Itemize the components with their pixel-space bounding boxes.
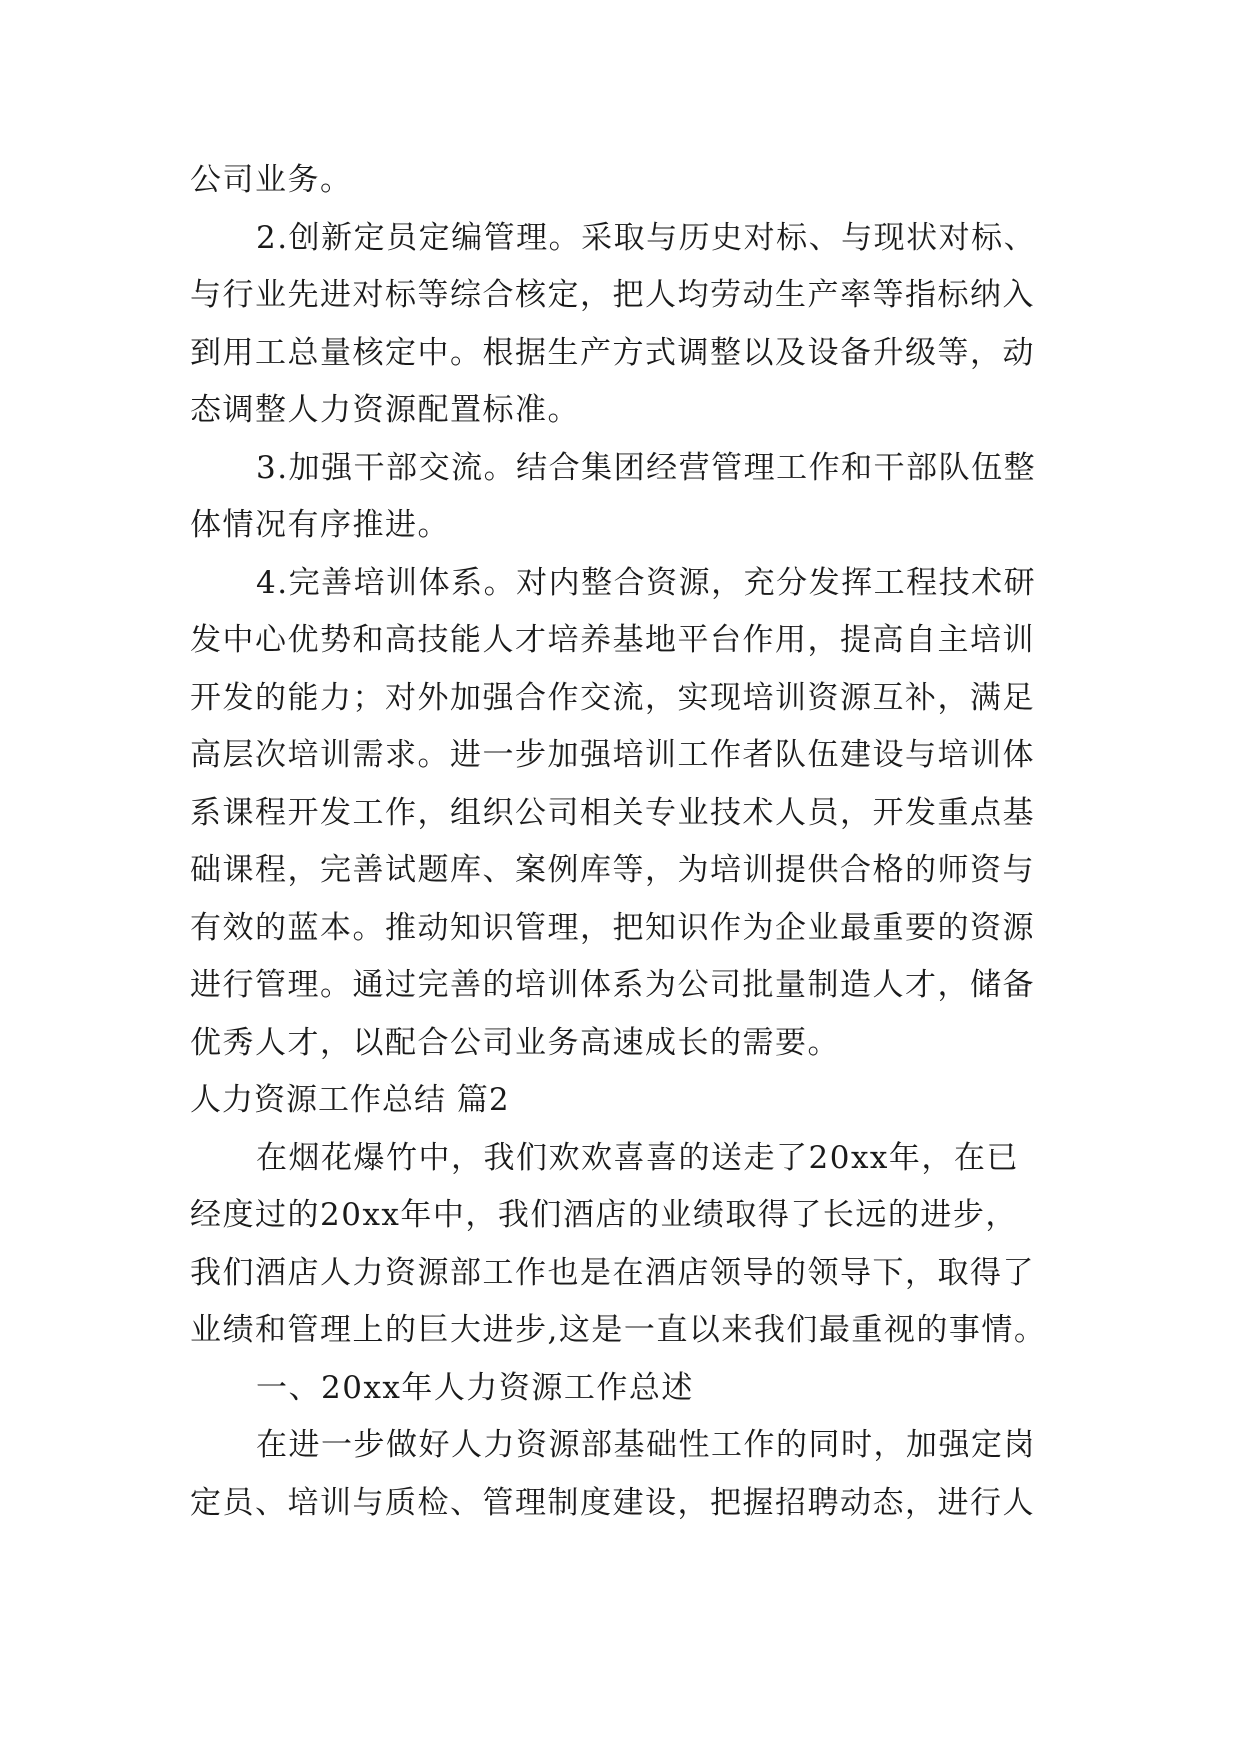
text-line: 进行管理。通过完善的培训体系为公司批量制造人才，储备 xyxy=(190,967,1035,1003)
text-line: 4.完善培训体系。对内整合资源，充分发挥工程技术研 xyxy=(256,564,1037,601)
text-line: 体情况有序推进。 xyxy=(190,507,450,543)
text-line: 有效的蓝本。推动知识管理，把知识作为企业最重要的资源 xyxy=(190,909,1035,946)
text-line: 定员、培训与质检、管理制度建设，把握招聘动态，进行人 xyxy=(190,1484,1035,1521)
text-line: 高层次培训需求。进一步加强培训工作者队伍建设与培训体 xyxy=(190,737,1035,773)
subsection-heading: 一、20xx年人力资源工作总述 xyxy=(256,1369,694,1406)
text-line: 础课程，完善试题库、案例库等，为培训提供合格的师资与 xyxy=(190,852,1035,888)
text-line: 经度过的20xx年中，我们酒店的业绩取得了长远的进步， xyxy=(190,1197,1018,1233)
text-line: 优秀人才，以配合公司业务高速成长的需要。 xyxy=(190,1024,840,1061)
text-line: 开发的能力；对外加强合作交流，实现培训资源互补，满足 xyxy=(190,679,1035,716)
text-line: 态调整人力资源配置标准。 xyxy=(190,392,580,428)
text-line: 公司业务。 xyxy=(190,162,353,198)
text-line: 发中心优势和高技能人才培养基地平台作用，提高自主培训 xyxy=(190,622,1035,658)
text-line: 在烟花爆竹中，我们欢欢喜喜的送走了20xx年，在已 xyxy=(256,1139,1019,1176)
text-line: 在进一步做好人力资源部基础性工作的同时，加强定岗 xyxy=(256,1427,1036,1463)
text-line: 系课程开发工作，组织公司相关专业技术人员，开发重点基 xyxy=(190,794,1035,831)
text-line: 2.创新定员定编管理。采取与历史对标、与现状对标、 xyxy=(256,219,1037,256)
document-body xyxy=(190,152,1070,1532)
section-heading: 人力资源工作总结 篇2 xyxy=(190,1082,510,1118)
text-line: 我们酒店人力资源部工作也是在酒店领导的领导下，取得了 xyxy=(190,1254,1035,1291)
text-line: 3.加强干部交流。结合集团经营管理工作和干部队伍整 xyxy=(256,449,1037,486)
text-line: 与行业先进对标等综合核定，把人均劳动生产率等指标纳入 xyxy=(190,277,1035,313)
text-line: 业绩和管理上的巨大进步,这是一直以来我们最重视的事情。 xyxy=(190,1312,1047,1348)
text-line: 到用工总量核定中。根据生产方式调整以及设备升级等，动 xyxy=(190,334,1035,371)
